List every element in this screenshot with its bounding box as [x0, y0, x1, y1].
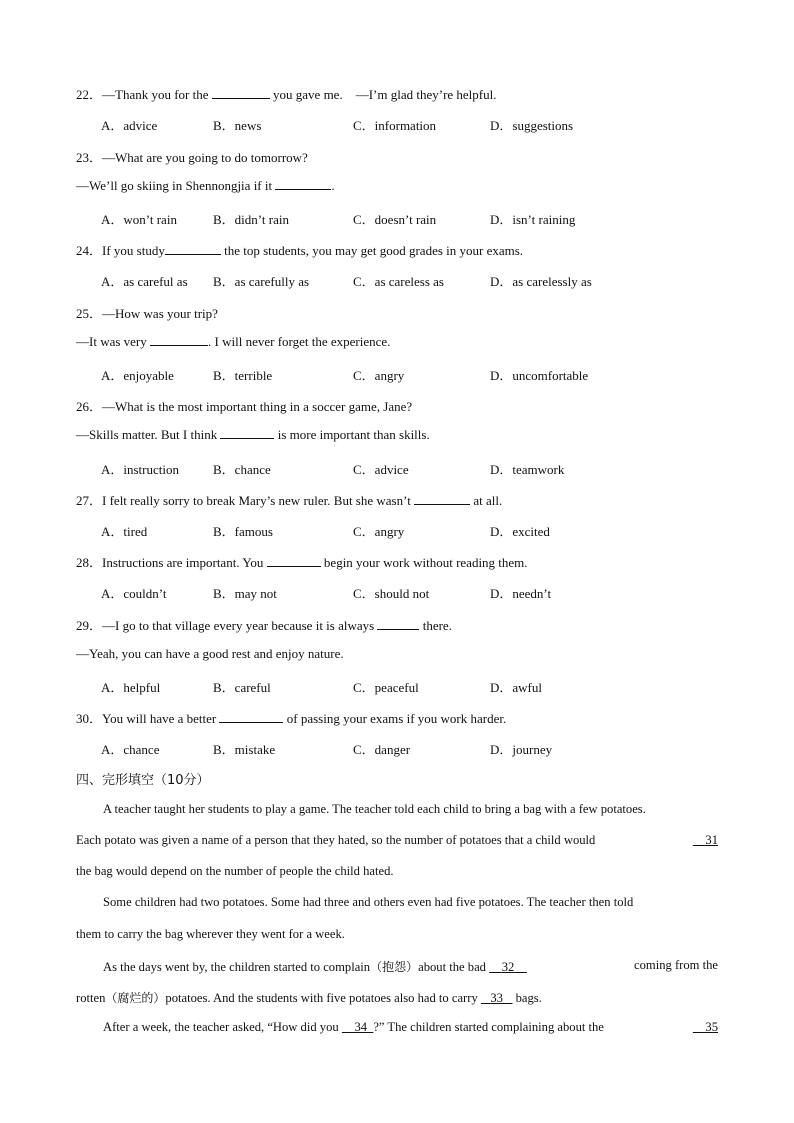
answer-blank — [150, 334, 208, 346]
option-b: B．famous — [213, 524, 273, 539]
question-22 — [76, 84, 497, 103]
passage-line — [76, 833, 718, 848]
question-text: —How was your trip? — [102, 306, 218, 321]
option-a: A．won’t rain — [101, 212, 177, 227]
option-d: D．uncomfortable — [490, 368, 589, 383]
passage-text: After a week, the teacher asked, “How did you — [103, 1020, 339, 1034]
question-text: —We’ll go skiing in Shennongjia if it — [76, 178, 273, 193]
question-number: 28． — [76, 555, 103, 570]
option-d: D．isn’t raining — [490, 212, 576, 227]
question-text: —Thank you for the — [102, 87, 209, 102]
question-number: 26． — [76, 399, 103, 414]
question-25 — [76, 303, 218, 322]
passage-line: them to carry the bag wherever they went for a week. — [76, 927, 345, 941]
option-b: B．mistake — [213, 742, 276, 757]
question-number: 22． — [76, 87, 103, 102]
answer-blank — [165, 243, 221, 255]
answer-blank — [220, 427, 274, 439]
option-c: C．angry — [353, 368, 405, 383]
option-b: B．may not — [213, 586, 277, 601]
question-29 — [76, 615, 452, 634]
question-27 — [76, 490, 502, 509]
option-a: A．helpful — [101, 680, 161, 695]
option-b: B．careful — [213, 680, 271, 695]
option-d: D．teamwork — [490, 462, 565, 477]
passage-line: A teacher taught her students to play a game. The teacher told each child to bring a bag with a few potatoes. — [103, 802, 646, 816]
answer-blank — [219, 711, 283, 723]
question-28 — [76, 552, 528, 571]
answer-blank — [414, 493, 470, 505]
question-text: Instructions are important. You — [102, 555, 264, 570]
option-c: C．advice — [353, 462, 409, 477]
option-d: D．as carelessly as — [490, 274, 592, 289]
option-c: C．doesn’t rain — [353, 212, 437, 227]
question-text: —What are you going to do tomorrow? — [102, 150, 308, 165]
passage-line — [76, 989, 718, 1006]
option-c: C．angry — [353, 524, 405, 539]
question-text: at all. — [473, 493, 503, 508]
section-heading: 四、完形填空（10分） — [76, 773, 210, 788]
answer-blank — [377, 618, 419, 630]
question-29-line-2 — [76, 646, 344, 662]
question-30 — [76, 708, 506, 727]
question-text: . I will never forget the experience. — [208, 334, 391, 349]
passage-line: the bag would depend on the number of people the child hated. — [76, 864, 394, 878]
option-d: D．excited — [490, 524, 550, 539]
cloze-number: 31 — [705, 833, 718, 847]
question-text: —I go to that village every year because it is always — [102, 618, 375, 633]
passage-text: potatoes. And the students with five potatoes also had to carry — [165, 991, 478, 1005]
cloze-blank-35 — [693, 1020, 718, 1035]
cloze-number: 34 — [354, 1020, 368, 1034]
option-b: B．news — [213, 118, 262, 133]
passage-text: about the bad — [418, 960, 486, 974]
question-number: 30． — [76, 711, 103, 726]
passage-line — [103, 958, 718, 975]
question-number: 24． — [76, 243, 103, 258]
option-a: A．couldn’t — [101, 586, 167, 601]
question-number: 29． — [76, 618, 103, 633]
option-c: C．information — [353, 118, 437, 133]
answer-blank — [212, 87, 270, 99]
passage-text: Each potato was given a name of a person that they hated, so the number of potatoes that a child would — [76, 833, 596, 847]
option-a: A．advice — [101, 118, 158, 133]
passage-text: ?” The children started complaining about the — [373, 1020, 604, 1034]
question-26-line-2 — [76, 427, 430, 443]
cloze-number: 33 — [490, 991, 503, 1005]
question-number: 27． — [76, 493, 103, 508]
chinese-gloss: （腐烂的） — [105, 991, 166, 1005]
question-26 — [76, 396, 412, 415]
option-d: D．awful — [490, 680, 542, 695]
question-text: If you study — [102, 243, 165, 258]
answer-blank — [267, 555, 321, 567]
question-text: you gave me. —I’m glad they’re helpful. — [273, 87, 497, 102]
option-d: D．suggestions — [490, 118, 574, 133]
question-text: there. — [422, 618, 452, 633]
question-text: You will have a better — [102, 711, 217, 726]
question-text: of passing your exams if you work harder. — [286, 711, 507, 726]
option-b: B．didn’t rain — [213, 212, 289, 227]
question-text: begin your work without reading them. — [323, 555, 528, 570]
option-b: B．chance — [213, 462, 271, 477]
option-d: D．journey — [490, 742, 553, 757]
option-a: A．enjoyable — [101, 368, 174, 383]
question-text: —It was very — [76, 334, 147, 349]
question-text: —Yeah, you can have a good rest and enjoy nature. — [76, 646, 344, 661]
passage-text: coming from the — [634, 958, 718, 972]
passage-text: rotten — [76, 991, 106, 1005]
option-a: A．chance — [101, 742, 160, 757]
question-text: . — [331, 178, 335, 193]
question-text: I felt really sorry to break Mary’s new ruler. But she wasn’t — [102, 493, 411, 508]
option-a: A．as careful as — [101, 274, 188, 289]
option-a: A．instruction — [101, 462, 179, 477]
question-text: is more important than skills. — [277, 427, 430, 442]
passage-line — [103, 1020, 718, 1035]
question-text: —Skills matter. But I think — [76, 427, 218, 442]
cloze-number: 32 — [501, 960, 515, 974]
question-text: —What is the most important thing in a soccer game, Jane? — [102, 399, 413, 414]
option-c: C．should not — [353, 586, 430, 601]
question-text: the top students, you may get good grades in your exams. — [224, 243, 524, 258]
cloze-blank-31 — [693, 833, 718, 848]
passage-text: bags. — [515, 991, 542, 1005]
question-23-line-2 — [76, 178, 335, 194]
question-24 — [76, 240, 523, 259]
option-c: C．as careless as — [353, 274, 444, 289]
cloze-blank-33 — [481, 991, 513, 1005]
question-number: 25． — [76, 306, 103, 321]
option-c: C．peaceful — [353, 680, 419, 695]
passage-line: Some children had two potatoes. Some had three and others even had five potatoes. The teacher then told — [103, 895, 634, 909]
question-25-line-2 — [76, 334, 390, 350]
answer-blank — [275, 178, 331, 190]
option-c: C．danger — [353, 742, 411, 757]
cloze-number: 35 — [705, 1020, 718, 1034]
chinese-gloss: （抱怨） — [370, 960, 419, 974]
option-d: D．needn’t — [490, 586, 552, 601]
cloze-blank-34 — [342, 1020, 373, 1034]
option-b: B．as carefully as — [213, 274, 310, 289]
passage-text: As the days went by, the children started to complain — [103, 960, 371, 974]
question-23 — [76, 147, 308, 166]
cloze-blank-32 — [489, 960, 527, 974]
option-a: A．tired — [101, 524, 148, 539]
option-b: B．terrible — [213, 368, 273, 383]
question-number: 23． — [76, 150, 103, 165]
